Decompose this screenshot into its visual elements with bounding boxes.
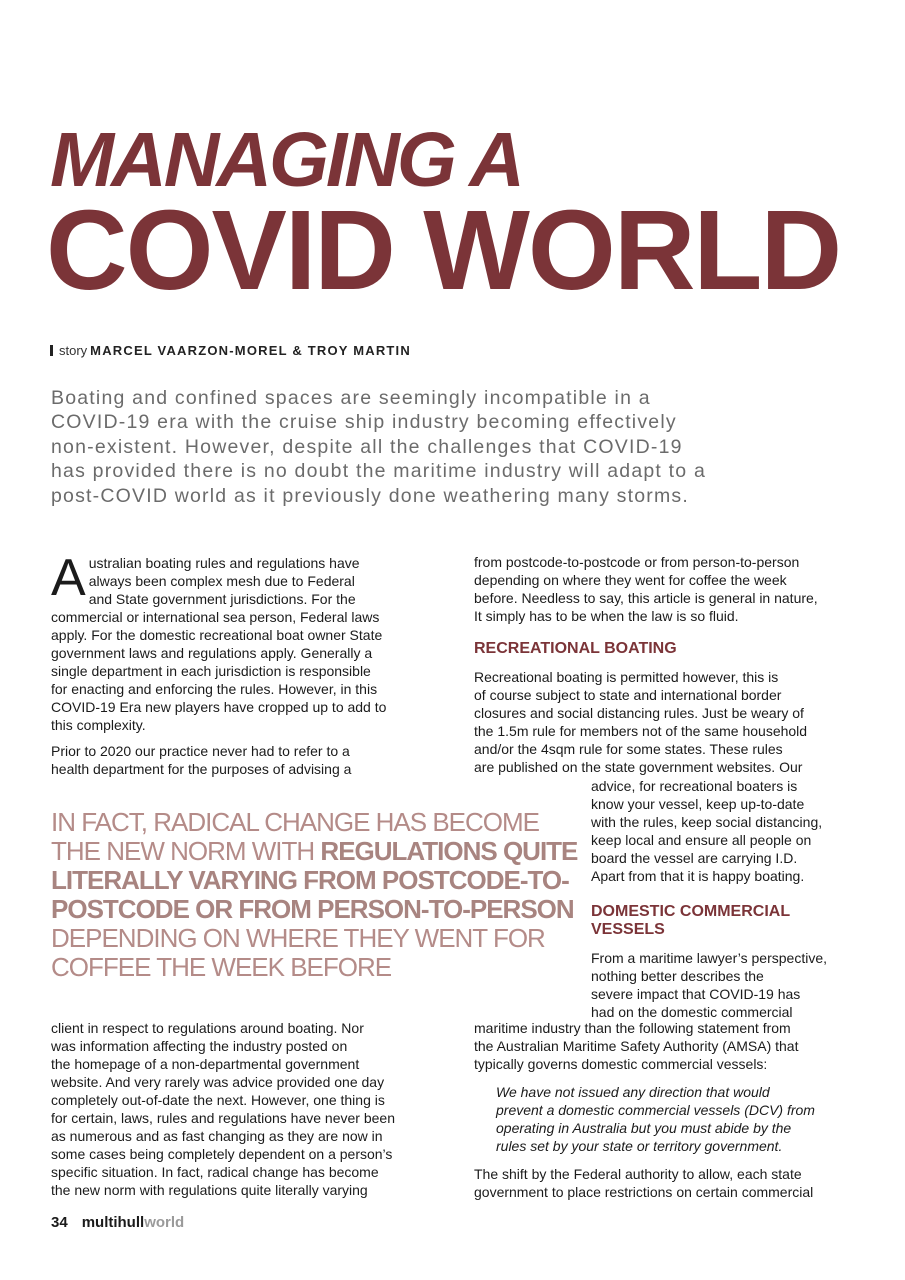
- body-line: for certain, laws, rules and regulations have never been: [51, 1110, 395, 1126]
- body-line: and/or the 4sqm rule for some states. These rules: [474, 741, 783, 757]
- pull-line: DEPENDING ON WHERE THEY WENT FOR: [51, 923, 545, 953]
- left-paragraph-3: [51, 1019, 431, 1199]
- body-line: from postcode-to-postcode or from person-to-person: [474, 554, 800, 570]
- body-line: COVID-19 Era new players have cropped up to add to: [51, 699, 387, 715]
- body-line: completely out-of-date the next. However, one thing is: [51, 1092, 385, 1108]
- right-paragraph-2: [474, 668, 864, 776]
- byline-authors: MARCEL VAARZON-MOREL & TROY MARTIN: [90, 343, 411, 358]
- body-line: website. And very rarely was advice provided one day: [51, 1074, 385, 1090]
- title-line-1: MANAGING A: [50, 117, 522, 203]
- heading-recreational-boating: RECREATIONAL BOATING: [474, 640, 677, 657]
- pull-line: IN FACT, RADICAL CHANGE HAS BECOME: [51, 807, 540, 837]
- body-line: It simply has to be when the law is so fluid.: [474, 608, 739, 624]
- body-line: for enacting and enforcing the rules. However, in this: [51, 681, 378, 697]
- body-line: From a maritime lawyer’s perspective,: [591, 950, 827, 966]
- body-line: of course subject to state and international border: [474, 687, 782, 703]
- body-line: maritime industry than the following statement from: [474, 1020, 791, 1036]
- body-line: know your vessel, keep up-to-date: [591, 796, 805, 812]
- body-line: apply. For the domestic recreational boat owner State: [51, 627, 383, 643]
- quote-line: rules set by your state or territory government.: [496, 1138, 783, 1154]
- body-line: board the vessel are carrying I.D.: [591, 850, 798, 866]
- left-column-top: [51, 549, 426, 778]
- body-line: the homepage of a non-departmental government: [51, 1056, 360, 1072]
- left-column-bottom: [51, 1019, 431, 1199]
- body-line: Recreational boating is permitted however, this is: [474, 669, 779, 685]
- body-line: Prior to 2020 our practice never had to refer to a: [51, 743, 350, 759]
- heading-domestic-commercial-vessels: [591, 903, 866, 939]
- body-line: keep local and ensure all people on: [591, 832, 812, 848]
- body-line: this complexity.: [51, 717, 146, 733]
- body-line: health department for the purposes of advising a: [51, 761, 352, 777]
- drop-cap: A: [51, 549, 86, 607]
- body-line: typically governs domestic commercial vessels:: [474, 1056, 768, 1072]
- quote-line: We have not issued any direction that would: [496, 1084, 770, 1100]
- right-paragraph-3a: [591, 949, 866, 1021]
- quote-line: operating in Australia but you must abide by the: [496, 1120, 792, 1136]
- page-footer: [51, 1214, 184, 1231]
- intro-line: COVID-19 era with the cruise ship industry becoming effectively: [51, 411, 677, 434]
- heading-line: VESSELS: [591, 921, 665, 938]
- body-line: before. Needless to say, this article is general in nature,: [474, 590, 818, 606]
- pull-line-bold: REGULATIONS QUITE: [320, 836, 578, 866]
- body-line: was information affecting the industry posted on: [51, 1038, 348, 1054]
- body-line: specific situation. In fact, radical change has become: [51, 1164, 379, 1180]
- body-line: some cases being completely dependent on a person’s: [51, 1146, 393, 1162]
- title-line-2: COVID WORLD: [46, 187, 841, 313]
- body-line: single department in each jurisdiction is responsible: [51, 663, 371, 679]
- right-column-bottom: [474, 1019, 864, 1201]
- body-line: always been complex mesh due to Federal: [88, 573, 355, 589]
- body-line: nothing better describes the: [591, 968, 764, 984]
- intro-standfirst: [51, 386, 751, 508]
- body-line: the 1.5m rule for members not of the same household: [474, 723, 808, 739]
- right-paragraph-4: [474, 1165, 864, 1201]
- body-line: government to place restrictions on certain commercial: [474, 1184, 814, 1200]
- left-paragraph-2: [51, 742, 426, 778]
- intro-line: Boating and confined spaces are seemingly incompatible in a: [51, 387, 651, 409]
- pull-line-bold: POSTCODE OR FROM PERSON-TO-PERSON: [51, 894, 574, 924]
- body-line: client in respect to regulations around boating. Nor: [51, 1020, 364, 1036]
- intro-line: non-existent. However, despite all the challenges that COVID-19: [51, 435, 683, 458]
- quote-line: prevent a domestic commercial vessels (DCV) from: [496, 1102, 815, 1118]
- brand-world: world: [144, 1214, 185, 1231]
- intro-line: has provided there is no doubt the maritime industry will adapt to a: [51, 460, 706, 483]
- body-line: as numerous and as fast changing as they are now in: [51, 1128, 383, 1144]
- right-paragraph-2b: [591, 777, 866, 885]
- byline-bar: [50, 345, 53, 356]
- page-number: 34: [51, 1214, 68, 1231]
- heading-line: DOMESTIC COMMERCIAL: [591, 903, 791, 920]
- pull-quote: [51, 808, 591, 982]
- right-column-top: [474, 553, 864, 776]
- pull-line: THE NEW NORM WITH: [51, 836, 321, 866]
- body-line: had on the domestic commercial: [591, 1004, 793, 1020]
- body-line: severe impact that COVID-19 has: [591, 986, 801, 1002]
- body-line: with the rules, keep social distancing,: [591, 814, 823, 830]
- body-line: ustralian boating rules and regulations have: [88, 555, 360, 571]
- body-line: advice, for recreational boaters is: [591, 778, 798, 794]
- body-line: Apart from that it is happy boating.: [591, 868, 805, 884]
- pull-line-bold: LITERALLY VARYING FROM POSTCODE-TO-: [51, 865, 569, 895]
- right-column-narrow: [591, 777, 866, 1021]
- byline-label: story: [59, 343, 88, 358]
- body-line: closures and social distancing rules. Just be weary of: [474, 705, 804, 721]
- body-line: and State government jurisdictions. For the: [88, 591, 356, 607]
- pull-line: COFFEE THE WEEK BEFORE: [51, 952, 392, 982]
- byline: [50, 343, 411, 358]
- body-line: are published on the state government websites. Our: [474, 759, 803, 775]
- body-line: The shift by the Federal authority to allow, each state: [474, 1166, 802, 1182]
- body-line: the Australian Maritime Safety Authority (AMSA) that: [474, 1038, 799, 1054]
- body-line: depending on where they went for coffee the week: [474, 572, 787, 588]
- body-line: government laws and regulations apply. Generally a: [51, 645, 373, 661]
- right-paragraph-3b: [474, 1019, 864, 1073]
- body-line: the new norm with regulations quite literally varying: [51, 1182, 368, 1198]
- intro-line: post-COVID world as it previously done weathering many storms.: [51, 484, 689, 507]
- body-line: commercial or international sea person, Federal laws: [51, 609, 380, 625]
- amsa-quote: [496, 1083, 864, 1155]
- left-paragraph-1: [51, 549, 426, 734]
- brand-multihull: multihull: [81, 1214, 145, 1231]
- right-paragraph-1: [474, 553, 864, 625]
